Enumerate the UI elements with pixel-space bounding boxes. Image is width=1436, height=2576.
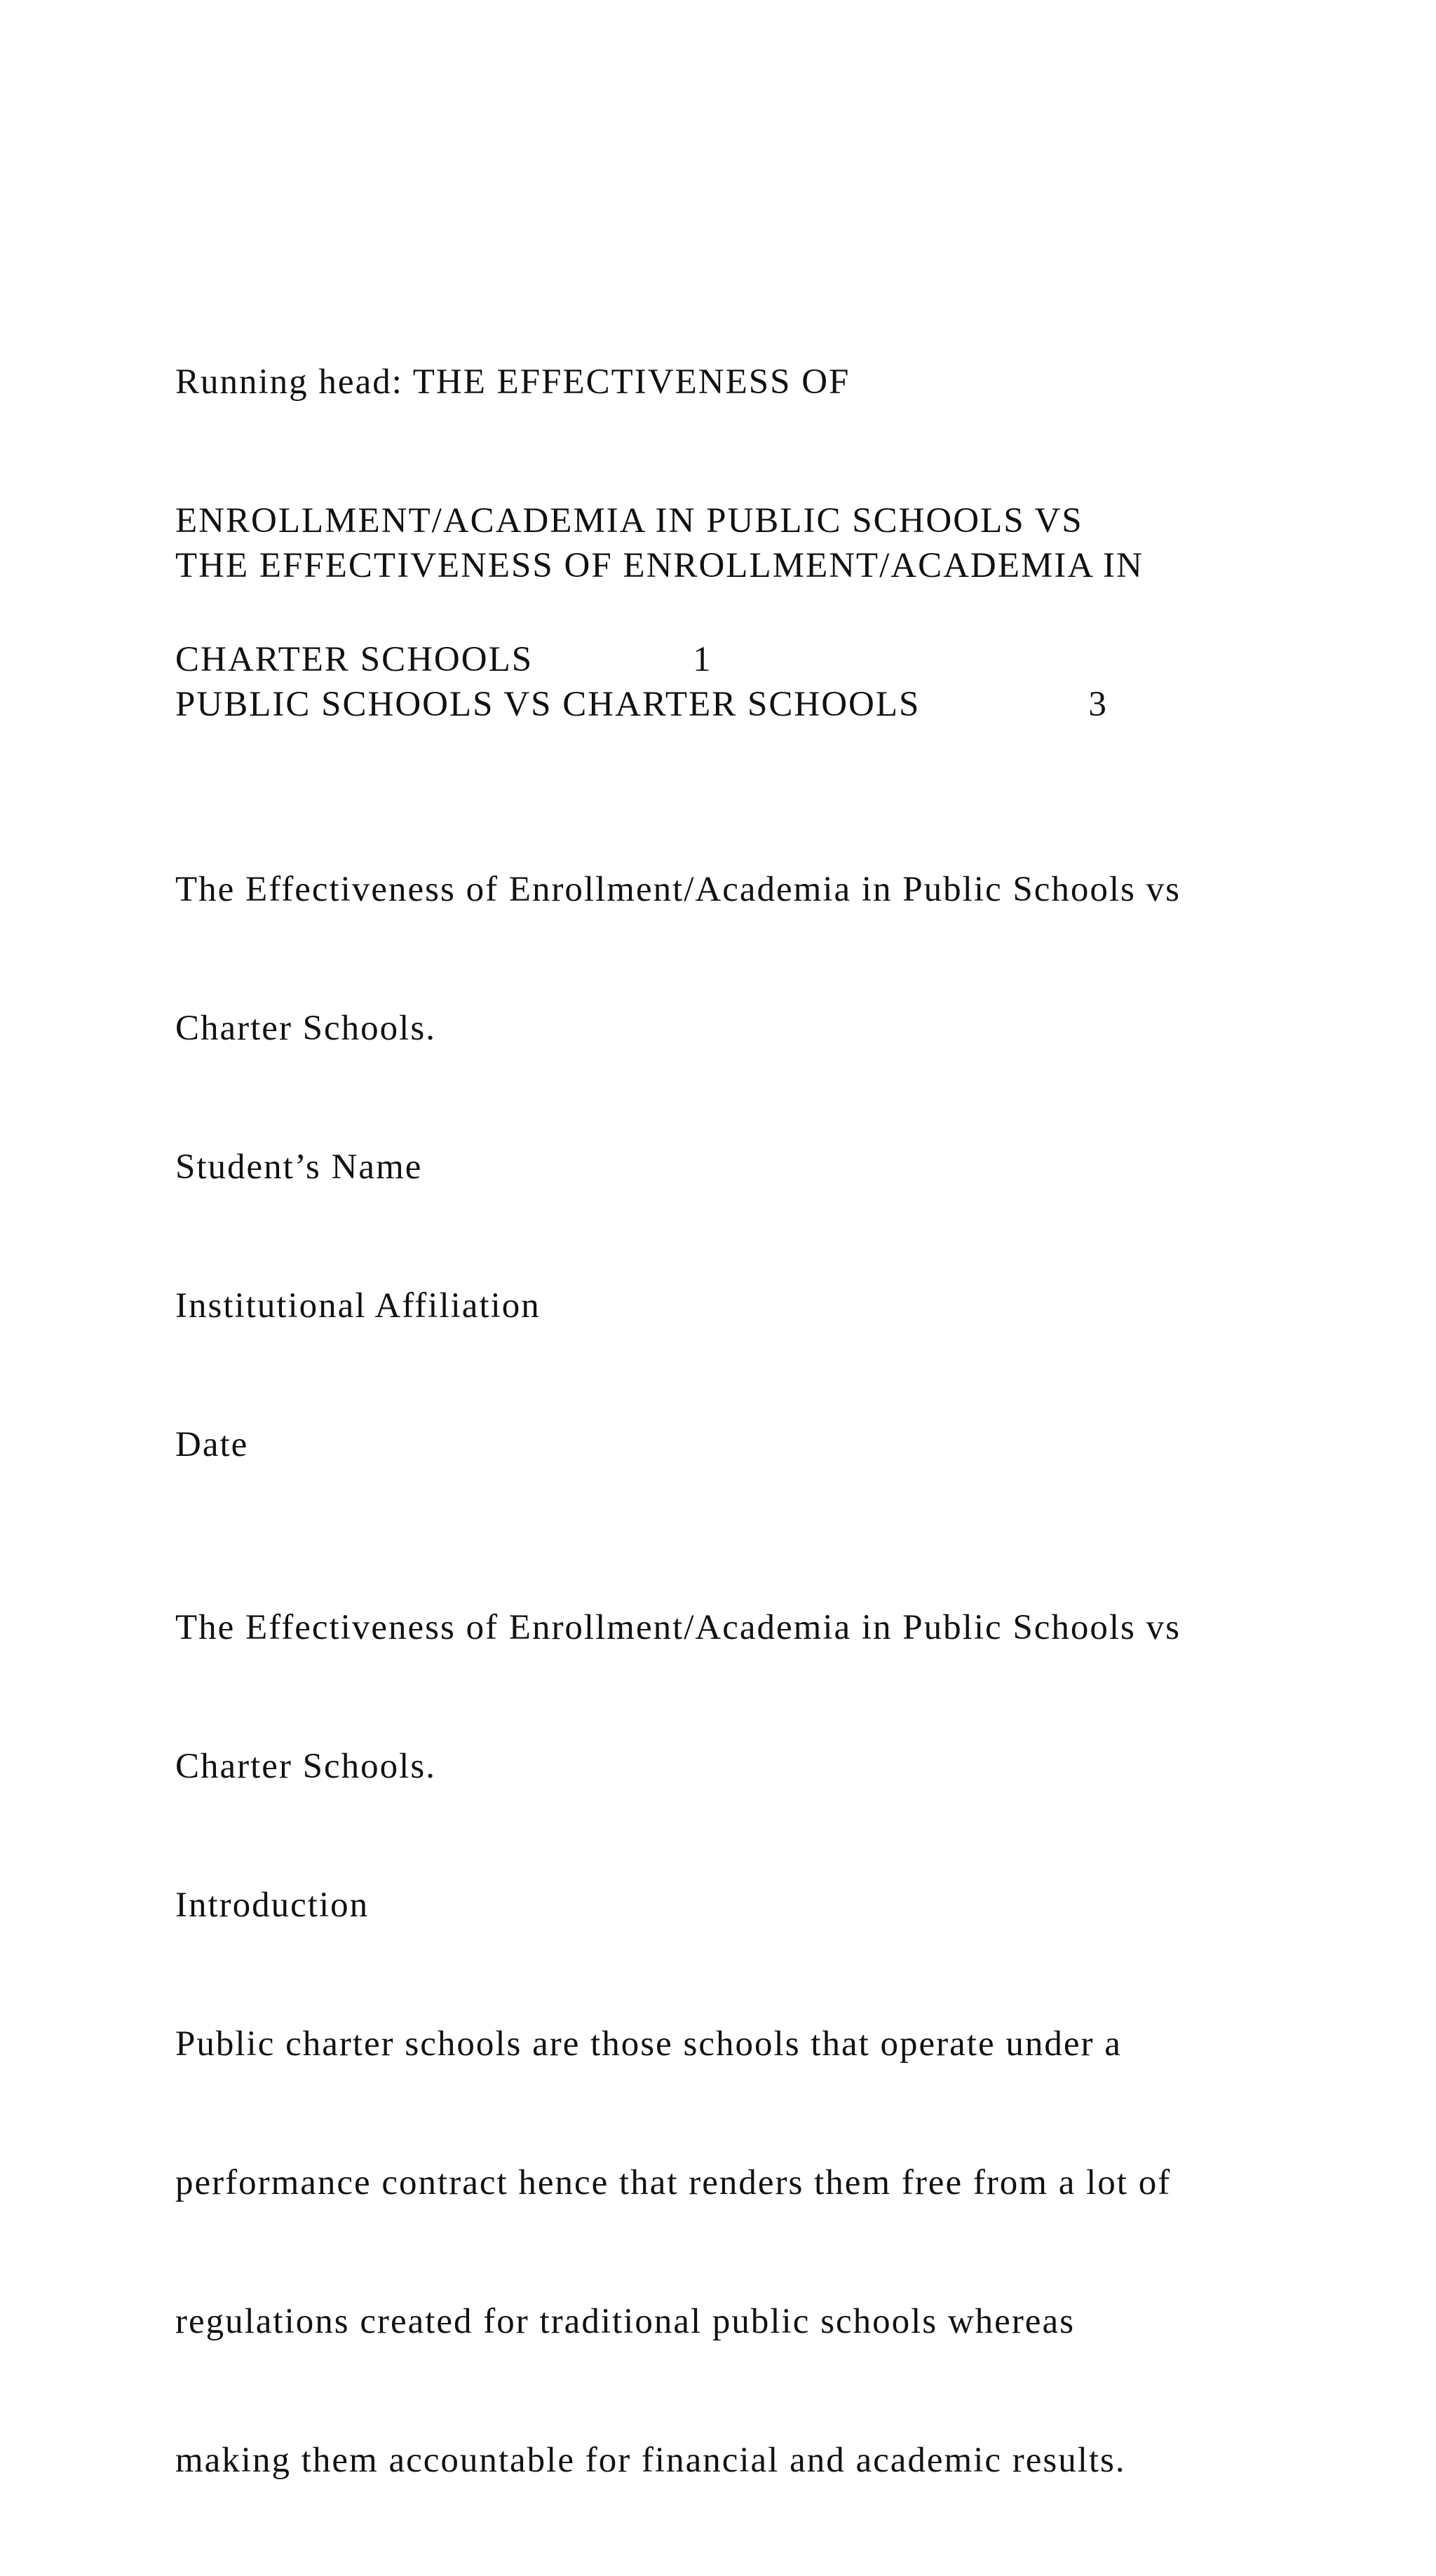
section-title-line: Charter Schools. — [175, 1747, 436, 1786]
running-head-line: Running head: THE EFFECTIVENESS OF — [175, 362, 851, 402]
section-heading: Introduction — [175, 1886, 370, 1925]
body-section — [175, 1512, 1311, 2576]
paper-title-line: Charter Schools. — [175, 1009, 436, 1048]
institutional-affiliation: Institutional Affiliation — [175, 1286, 541, 1326]
running-head-page-3 — [175, 450, 1311, 820]
date: Date — [175, 1425, 249, 1464]
paragraph-line: regulations created for traditional public schools whereas — [175, 2302, 1075, 2341]
running-head-line: ENROLLMENT/ACADEMIA IN PUBLIC SCHOOLS VS — [175, 501, 1083, 540]
paragraph-line: performance contract hence that renders them free from a lot of — [175, 2163, 1172, 2202]
paper-title-line: The Effectiveness of Enrollment/Academia in Public Schools vs — [175, 870, 1181, 909]
section-title-line: The Effectiveness of Enrollment/Academia in Public Schools vs — [175, 1608, 1181, 1647]
page-number: 1 — [693, 640, 712, 679]
page-number: 3 — [1088, 685, 1108, 724]
paragraph-line: Public charter schools are those schools that operate under a — [175, 2024, 1122, 2064]
student-name: Student’s Name — [175, 1147, 423, 1187]
paragraph-line: making them accountable for financial and academic results. — [175, 2441, 1126, 2480]
running-head-line — [175, 681, 1311, 728]
running-head-text: PUBLIC SCHOOLS VS CHARTER SCHOOLS — [175, 685, 921, 724]
running-head-line: THE EFFECTIVENESS OF ENROLLMENT/ACADEMIA IN — [175, 546, 1144, 585]
running-head-text: CHARTER SCHOOLS — [175, 640, 534, 679]
title-page-block — [175, 774, 1311, 1560]
